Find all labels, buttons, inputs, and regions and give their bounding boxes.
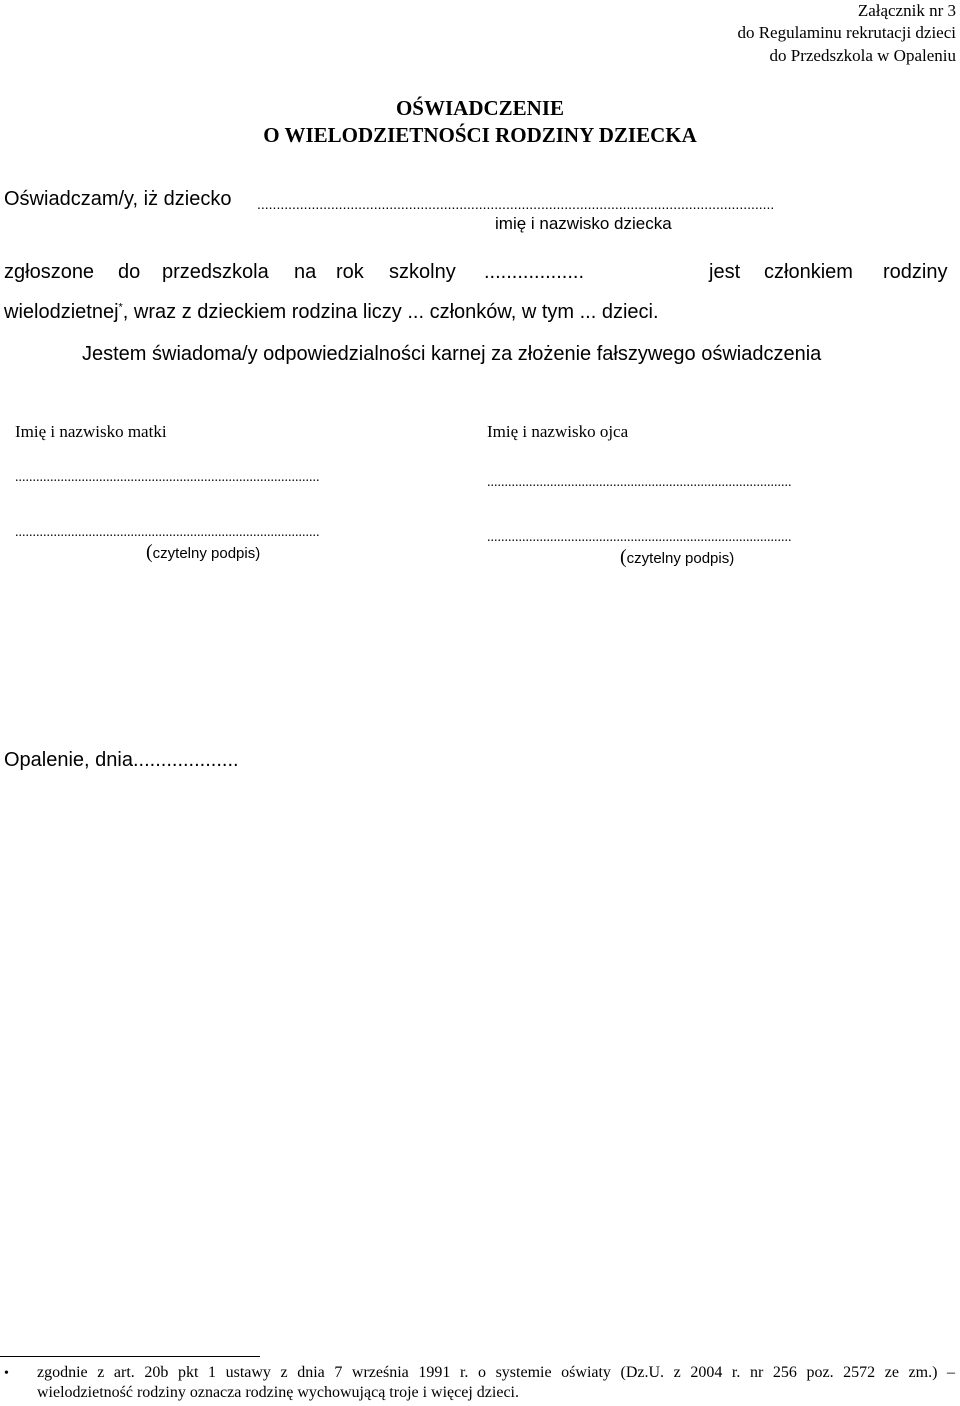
- annex-number: Załącznik nr 3: [857, 1, 956, 20]
- responsibility-statement: Jestem świadoma/y odpowiedzialności karnej za złożenie fałszywego oświadczenia: [82, 343, 822, 365]
- caption-paren: (: [620, 546, 627, 568]
- footnote-bullet: •: [4, 1366, 9, 1381]
- annex-regulation: do Regulaminu rekrutacji dzieci: [737, 23, 956, 42]
- footnote-separator: [0, 1356, 260, 1357]
- statement-intro: Oświadczam/y, iż dziecko: [4, 188, 232, 210]
- child-name-field[interactable]: .....................................................................................................................................: [257, 196, 775, 212]
- statement-word: członkiem: [764, 261, 853, 283]
- statement-word: do: [118, 261, 141, 283]
- caption-text: czytelny podpis): [626, 550, 735, 567]
- document-title: OŚWIADCZENIE: [395, 96, 565, 120]
- statement-line3: [4, 301, 659, 324]
- statement-word: przedszkola: [162, 261, 269, 283]
- place-date-label: Opalenie, dnia: [4, 749, 133, 771]
- mother-name-field[interactable]: .......................................................................................: [15, 470, 320, 485]
- mother-name-label: Imię i nazwisko matki: [15, 422, 167, 441]
- mother-signature-field[interactable]: .......................................................................................: [15, 525, 320, 540]
- father-signature-field[interactable]: .......................................................................................: [487, 530, 792, 545]
- annex-kindergarten: do Przedszkola w Opaleniu: [769, 46, 956, 65]
- document-subtitle: O WIELODZIETNOŚCI RODZINY DZIECKA: [263, 123, 697, 147]
- statement-word: szkolny: [389, 261, 456, 283]
- statement-word: na: [294, 261, 317, 283]
- father-name-label: Imię i nazwisko ojca: [487, 422, 629, 441]
- father-name-field[interactable]: .......................................................................................: [487, 475, 792, 490]
- place-date: [4, 749, 239, 772]
- school-year-field[interactable]: ..................: [484, 261, 585, 283]
- father-signature-caption: [620, 546, 734, 569]
- statement-word: rodziny: [883, 261, 948, 283]
- footnote-line1: zgodnie z art. 20b pkt 1 ustawy z dnia 7 września 1991 r. o systemie oświaty (Dz.U. z 2004 r. nr 256 poz. 2572 ze zm.) –: [37, 1364, 955, 1381]
- footnote-marker: *: [118, 301, 123, 314]
- statement-text: dzieci.: [601, 301, 659, 323]
- children-count-field[interactable]: ...: [579, 301, 597, 323]
- family-members-field[interactable]: ...: [407, 301, 424, 323]
- statement-word: zgłoszone: [4, 261, 95, 283]
- date-field[interactable]: ...................: [132, 749, 239, 771]
- caption-text: czytelny podpis): [152, 545, 261, 562]
- statement-text: członków, w tym: [429, 301, 575, 323]
- mother-signature-caption: [146, 541, 260, 564]
- statement-word: rok: [336, 261, 364, 283]
- footnote-line2: wielodzietność rodziny oznacza rodzinę wychowującą troje i więcej dzieci.: [37, 1384, 519, 1401]
- statement-text: , wraz z dzieckiem rodzina liczy: [122, 301, 402, 323]
- child-name-caption: imię i nazwisko dziecka: [495, 214, 672, 233]
- statement-word: jest: [709, 261, 741, 283]
- large-family-word: wielodzietnej: [4, 301, 119, 323]
- caption-paren: (: [146, 541, 153, 563]
